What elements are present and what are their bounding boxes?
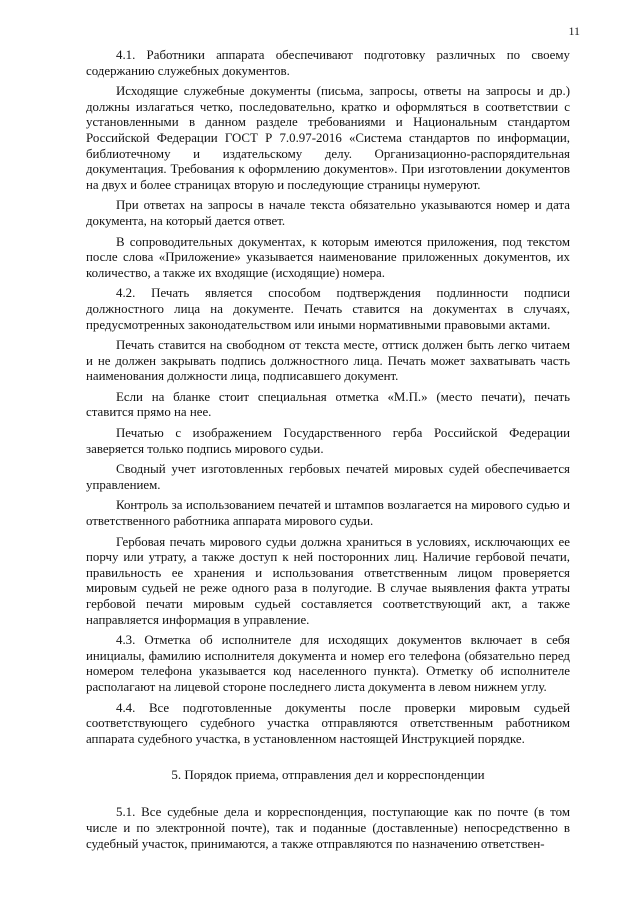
paragraph-stamp-placement: Печать ставится на свободном от текста месте, оттиск должен быть легко читаем и не должен закрывать подпись должностного лица. Печать может захватывать часть наименования должности лица, подписавшего документ. xyxy=(86,338,570,384)
paragraph-4-1: 4.1. Работники аппарата обеспечивают подготовку различных по своему содержанию служебных документов. xyxy=(86,48,570,78)
page-number: 11 xyxy=(568,24,580,38)
paragraph-mp-mark: Если на бланке стоит специальная отметка «М.П.» (место печати), печать ставится прямо на нее. xyxy=(86,389,570,420)
paragraph-attachments: В сопроводительных документах, к которым имеются приложения, под текстом после слова «Приложение» указывается наименование приложенных документов, их количество, а также их входящие (исходящие) номера. xyxy=(86,234,570,280)
paragraph-seal-accounting: Сводный учет изготовленных гербовых печатей мировых судей обеспечивается управлением. xyxy=(86,462,570,492)
paragraph-seal-control: Контроль за использованием печатей и штампов возлагается на мирового судью и ответственного работника аппарата мирового судьи. xyxy=(86,498,570,529)
paragraph-reply-requests: При ответах на запросы в начале текста обязательно указываются номер и дата документа, на который дается ответ. xyxy=(86,198,570,228)
section-title: 5. Порядок приема, отправления дел и корреспонденции xyxy=(171,767,485,783)
paragraph-coat-of-arms-seal: Печатью с изображением Государственного герба Российской Федерации заверяется только подпись мирового судьи. xyxy=(86,426,570,456)
paragraph-4-2: 4.2. Печать является способом подтверждения подлинности подписи должностного лица на документе. Печать ставится на документах в случаях, предусмотренных законодательством или иными нормативными правовыми актами. xyxy=(86,286,570,332)
paragraph-4-3: 4.3. Отметка об исполнителе для исходящих документов включает в себя инициалы, фамилию исполнителя документа и номер его телефона (обязательно перед номером телефона указывается код населенного пункта). Отметку об исполнителе располагают на лицевой стороне последнего листа документа в левом нижнем углу. xyxy=(86,633,570,694)
paragraph-5-1: 5.1. Все судебные дела и корреспонденция, поступающие как по почте (в том числе и по электронной почте), так и поданные (доставленные) непосредственно в судебный участок, принимаются, а также отправляются по назначению ответствен- xyxy=(86,805,570,851)
paragraph-4-4: 4.4. Все подготовленные документы после проверки мировым судьей соответствующего судебного участка отправляются ответственным работником аппарата судебного участка, в установленном настоящей Инструкцией порядке. xyxy=(86,700,570,746)
paragraph-seal-storage: Гербовая печать мирового судьи должна храниться в условиях, исключающих ее порчу или утрату, а также доступ к ней посторонних лиц. Наличие гербовой печати, правильность ее хранения и использования ответственным лицом проверяется мировым судьей не реже одного раза в полугодие. В случае выявления факта утраты гербовой печати мировым судьей составляется соответствующий акт, а также направляется информация в управление. xyxy=(86,534,570,627)
paragraph-outgoing-documents: Исходящие служебные документы (письма, запросы, ответы на запросы и др.) должны излагаться четко, последовательно, кратко и оформляться в соответствии с установленными в данном разделе требованиями и Национальным стандартом Российской Федерации ГОСТ Р 7.0.97-2016 «Система стандартов по информации, библиотечному и издательскому делу. Организационно-распорядительная документация. Требования к оформлению документов». При изготовлении документов на двух и более страницах вторую и последующие страницы нумеруют. xyxy=(86,84,570,192)
document-body xyxy=(86,48,570,857)
